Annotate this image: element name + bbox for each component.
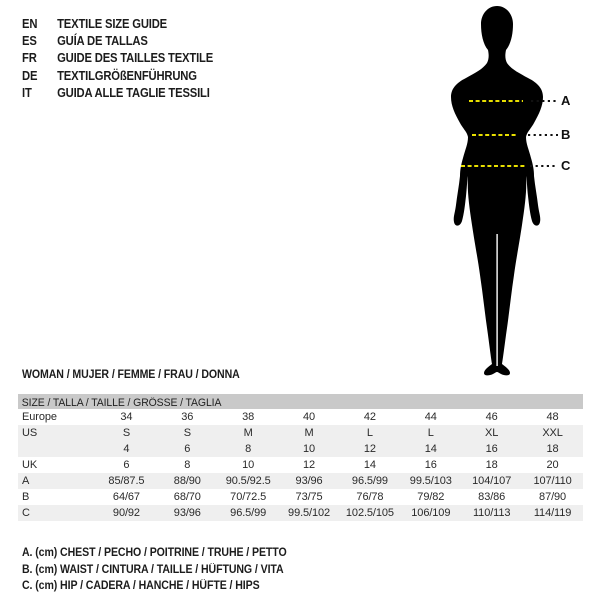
legend-hip: C. (cm) HIP / CADERA / HANCHE / HÜFTE / HIPS bbox=[22, 580, 260, 592]
table-cell: 12 bbox=[303, 459, 316, 471]
table-cell: 96.5/99 bbox=[230, 507, 267, 519]
table-cell: 40 bbox=[303, 411, 316, 423]
size-table-header-text: SIZE / TALLA / TAILLE / GRÖSSE / TAGLIA bbox=[21, 397, 222, 409]
table-cell: 10 bbox=[242, 459, 255, 471]
language-title-list bbox=[22, 15, 234, 101]
table-cell: 93/96 bbox=[295, 475, 323, 487]
table-cell: 8 bbox=[184, 459, 191, 471]
row-label: UK bbox=[22, 459, 38, 471]
table-cell: S bbox=[122, 427, 131, 439]
language-code: FR bbox=[22, 51, 37, 66]
table-cell: 14 bbox=[363, 459, 376, 471]
table-cell: XL bbox=[485, 427, 499, 439]
language-code: DE bbox=[22, 68, 38, 83]
table-cell: 79/82 bbox=[417, 491, 445, 503]
table-cell: 46 bbox=[485, 411, 498, 423]
table-row bbox=[18, 505, 583, 521]
guide-title: GUÍA DE TALLAS bbox=[57, 33, 148, 48]
table-cell: 36 bbox=[181, 411, 194, 423]
language-row-it bbox=[22, 84, 213, 101]
language-code: IT bbox=[22, 85, 32, 100]
measure-label-hip: C bbox=[561, 158, 571, 173]
table-row bbox=[18, 441, 583, 457]
table-cell: 107/110 bbox=[533, 475, 572, 487]
table-cell: XXL bbox=[542, 427, 563, 439]
legend-chest: A. (cm) CHEST / PECHO / POITRINE / TRUHE / PETTO bbox=[22, 547, 287, 559]
table-cell: 16 bbox=[485, 443, 498, 455]
table-cell: 114/119 bbox=[533, 507, 572, 519]
table-cell: 14 bbox=[424, 443, 437, 455]
language-code: EN bbox=[22, 16, 38, 31]
table-cell: 104/107 bbox=[472, 475, 512, 487]
table-row bbox=[18, 425, 583, 441]
legend-waist: B. (cm) WAIST / CINTURA / TAILLE / HÜFTUNG / VITA bbox=[22, 563, 284, 576]
size-table-header bbox=[18, 394, 583, 409]
language-code: ES bbox=[22, 33, 37, 48]
table-cell: 48 bbox=[546, 411, 559, 423]
guide-title: GUIDE DES TAILLES TEXTILE bbox=[57, 51, 214, 66]
table-cell: 96.5/99 bbox=[351, 475, 388, 487]
table-cell: 93/96 bbox=[173, 507, 201, 519]
table-row bbox=[18, 473, 583, 489]
table-cell: 42 bbox=[363, 411, 376, 423]
table-cell: 90/92 bbox=[112, 507, 140, 519]
table-row bbox=[18, 409, 583, 425]
table-cell: L bbox=[427, 427, 434, 439]
table-cell: 99.5/103 bbox=[409, 475, 452, 487]
table-cell: M bbox=[243, 427, 253, 439]
woman-silhouette-figure bbox=[430, 0, 570, 380]
leg-gap bbox=[496, 234, 497, 366]
table-cell: 102.5/105 bbox=[345, 507, 394, 519]
table-cell: 44 bbox=[424, 411, 437, 423]
guide-title: TEXTILE SIZE GUIDE bbox=[57, 16, 167, 31]
table-cell: S bbox=[183, 427, 191, 439]
table-cell: 8 bbox=[245, 443, 252, 455]
table-cell: 88/90 bbox=[173, 475, 201, 487]
category-title: WOMAN / MUJER / FEMME / FRAU / DONNA bbox=[22, 369, 240, 381]
guide-title: TEXTILGRÖßENFÜHRUNG bbox=[57, 68, 197, 83]
language-row-es bbox=[22, 32, 213, 49]
measure-label-chest: A bbox=[561, 93, 571, 108]
table-cell: 20 bbox=[546, 459, 559, 471]
table-cell: 34 bbox=[120, 411, 133, 423]
language-row-fr bbox=[22, 50, 213, 67]
table-cell: 18 bbox=[485, 459, 498, 471]
table-cell: 73/75 bbox=[295, 491, 323, 503]
table-cell: 16 bbox=[424, 459, 437, 471]
table-cell: 10 bbox=[303, 443, 316, 455]
table-cell: 85/87.5 bbox=[108, 475, 145, 487]
table-cell: 99.5/102 bbox=[288, 507, 331, 519]
table-cell: 38 bbox=[242, 411, 255, 423]
table-cell: 110/113 bbox=[472, 507, 511, 519]
table-cell: 70/72.5 bbox=[230, 491, 267, 503]
table-cell: 90.5/92.5 bbox=[225, 475, 271, 487]
table-row bbox=[18, 489, 583, 505]
table-row bbox=[18, 457, 583, 473]
table-cell: 76/78 bbox=[356, 491, 384, 503]
row-label: A bbox=[22, 475, 30, 487]
table-cell: 4 bbox=[123, 443, 130, 455]
size-table-body bbox=[18, 409, 583, 521]
table-cell: 83/86 bbox=[478, 491, 506, 503]
table-cell: 6 bbox=[123, 459, 130, 471]
table-cell: 12 bbox=[363, 443, 376, 455]
language-row-de bbox=[22, 67, 213, 84]
table-cell: 68/70 bbox=[173, 491, 201, 503]
table-cell: 6 bbox=[184, 443, 191, 455]
table-cell: 18 bbox=[546, 443, 559, 455]
measure-label-waist: B bbox=[561, 127, 571, 142]
row-label: Europe bbox=[22, 411, 57, 423]
table-cell: 87/90 bbox=[539, 491, 567, 503]
guide-title: GUIDA ALLE TAGLIE TESSILI bbox=[57, 85, 210, 100]
measurement-legend bbox=[22, 545, 310, 595]
table-cell: L bbox=[366, 427, 373, 439]
table-cell: M bbox=[304, 427, 314, 439]
row-label: US bbox=[22, 427, 38, 439]
table-cell: 64/67 bbox=[112, 491, 140, 503]
row-label: C bbox=[22, 507, 30, 519]
row-label bbox=[18, 441, 96, 457]
table-cell: 106/109 bbox=[411, 507, 451, 519]
language-row-en bbox=[22, 15, 213, 32]
size-table bbox=[18, 394, 583, 521]
row-label: B bbox=[22, 491, 30, 503]
